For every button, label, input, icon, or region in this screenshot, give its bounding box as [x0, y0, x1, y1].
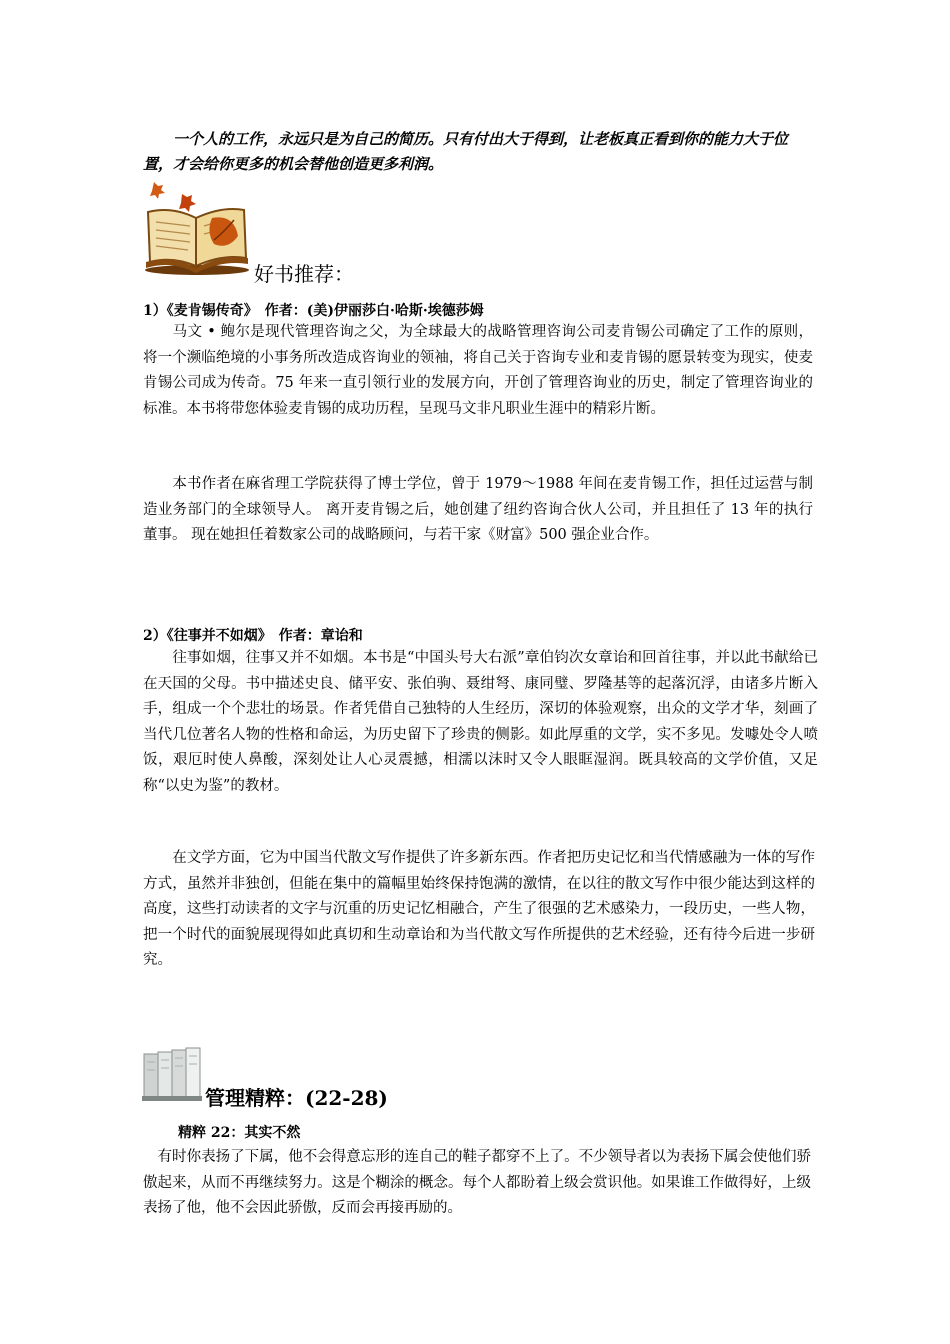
book-2-paragraph-2: 在文学方面，它为中国当代散文写作提供了许多新东西。作者把历史记忆和当代情感融为一体的写作方式，虽然并非独创，但能在集中的篇幅里始终保持饱满的激情，在以往的散文写作中很少能达到这样的高度，这些打动读者的文字与沉重的历史记忆相融合，产生了很强的艺术感染力，一段历史，一些人物，把一个时代的面貌展现得如此真切和生动章诒和为当代散文写作所提供的艺术经验，还有待今后进一步研究。: [143, 850, 815, 968]
book-2-title: 2）《往事并不如烟》 作者：章诒和: [143, 628, 363, 644]
book-1-paragraph-2: 本书作者在麻省理工学院获得了博士学位，曾于 1979～1988 年间在麦肯锡工作，担任过运营与制造业务部门的全球领导人。 离开麦肯锡之后，她创建了纽约咨询合伙人公司，并且担任了 13 年的执行董事。 现在她担任着数家公司的战略顾问，与若干家《财富》500 强企业合作。: [143, 476, 813, 543]
book-1-title: 1）《麦肯锡传奇》 作者：(美)伊丽莎白·哈斯·埃德莎姆: [143, 303, 484, 319]
management-item-title: 精粹 22：其实不然: [178, 1125, 301, 1141]
section-heading-management: 管理精粹：(22-28): [205, 1086, 388, 1110]
management-item-text: 有时你表扬了下属，他不会得意忘形的连自己的鞋子都穿不上了。不少领导者以为表扬下属会使他们骄傲起来，从而不再继续努力。这是个糊涂的概念。每个人都盼着上级会赏识他。如果谁工作做得好，上级表扬了他，他不会因此骄傲，反而会再接再励的。: [143, 1149, 811, 1216]
book-1-paragraph-1: 马文 • 鲍尔是现代管理咨询之父，为全球最大的战略管理咨询公司麦肯锡公司确定了工作的原则，将一个濒临绝境的小事务所改造成咨询业的领袖，将自己关于咨询专业和麦肯锡的愿景转变为现实，使麦肯锡公司成为传奇。75 年来一直引领行业的发展方向，开创了管理咨询业的历史，制定了管理咨询业的标准。本书将带您体验麦肯锡的成功历程，呈现马文非凡职业生涯中的精彩片断。: [143, 324, 813, 417]
section-heading-books: 好书推荐：: [254, 262, 354, 286]
open-book-with-leaves-icon: [142, 178, 254, 276]
intro-quote: 一个人的工作，永远只是为自己的简历。只有付出大于得到，让老板真正看到你的能力大于位置，才会给你更多的机会替他创造更多利润。: [143, 130, 789, 173]
book-2-paragraph-1: 往事如烟，往事又并不如烟。本书是“中国头号大右派”章伯钧次女章诒和回首往事，并以此书献给已在天国的父母。书中描述史良、储平安、张伯驹、聂绀弩、康同璧、罗隆基等的起落沉浮，由诸多片断入手，组成一个个悲壮的场景。作者凭借自己独特的人生经历，深切的体验观察，出众的文学才华，刻画了当代几位著名人物的性格和命运，为历史留下了珍贵的侧影。如此厚重的文学，实不多见。发噱处令人喷饭，艰厄时使人鼻酸，深刻处让人心灵震撼，相濡以沫时又令人眼眶湿润。既具较高的文学价值，又足称“以史为鉴”的教材。: [143, 650, 818, 794]
stacked-books-icon: [142, 1046, 204, 1102]
